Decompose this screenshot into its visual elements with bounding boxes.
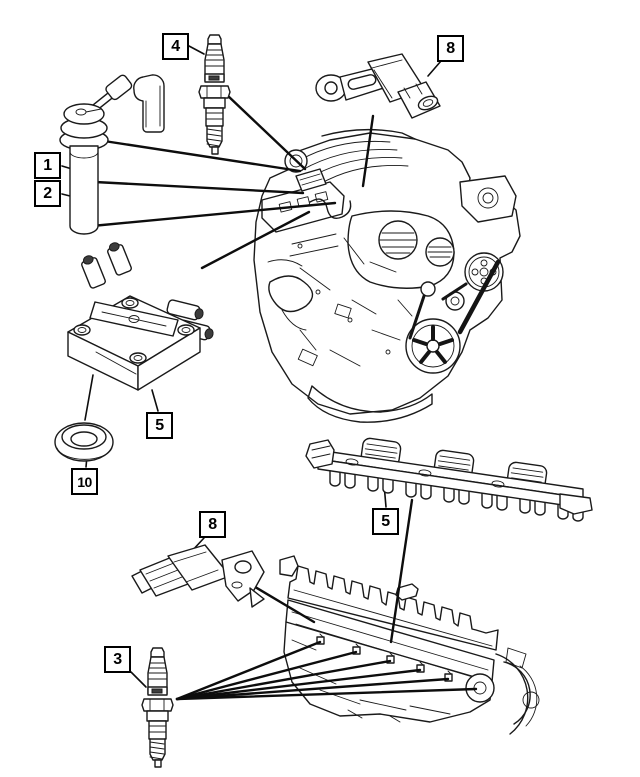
callout-box-spark-plug-upper[interactable] xyxy=(162,33,189,60)
callout-box-coil-rail[interactable] xyxy=(372,508,399,535)
sensor-upper-illustration xyxy=(316,54,440,118)
callout-box-spark-plug-lower[interactable] xyxy=(104,646,131,673)
coil-pack-illustration xyxy=(68,240,215,390)
engine-front-illustration xyxy=(254,130,520,423)
callout-box-sensor-upper[interactable] xyxy=(437,35,464,62)
callout-label: 8 xyxy=(446,39,455,57)
callout-label: 5 xyxy=(155,416,164,434)
callout-label: 8 xyxy=(208,515,217,533)
coil-rail-illustration xyxy=(306,437,592,521)
callout-label: 4 xyxy=(171,37,180,55)
callout-box-ignition-cable[interactable] xyxy=(34,152,61,179)
spark-plug-upper-illustration xyxy=(199,35,230,154)
sensor-lower-illustration xyxy=(132,545,264,607)
callout-box-sensor-lower[interactable] xyxy=(199,511,226,538)
ignition-cable-illustration xyxy=(60,74,164,234)
callout-label: 2 xyxy=(43,184,52,202)
engine-block-illustration xyxy=(280,556,539,734)
spark-plug-lower-illustration xyxy=(142,648,173,767)
callout-label: 5 xyxy=(381,512,390,530)
callout-label: 1 xyxy=(43,156,52,174)
callout-label: 10 xyxy=(77,473,92,490)
callout-label: 3 xyxy=(113,650,122,668)
callout-box-cable-boot[interactable] xyxy=(34,180,61,207)
callout-box-coil-pack[interactable] xyxy=(146,412,173,439)
callout-box-grommet[interactable] xyxy=(71,468,98,495)
grommet-illustration xyxy=(55,423,113,461)
